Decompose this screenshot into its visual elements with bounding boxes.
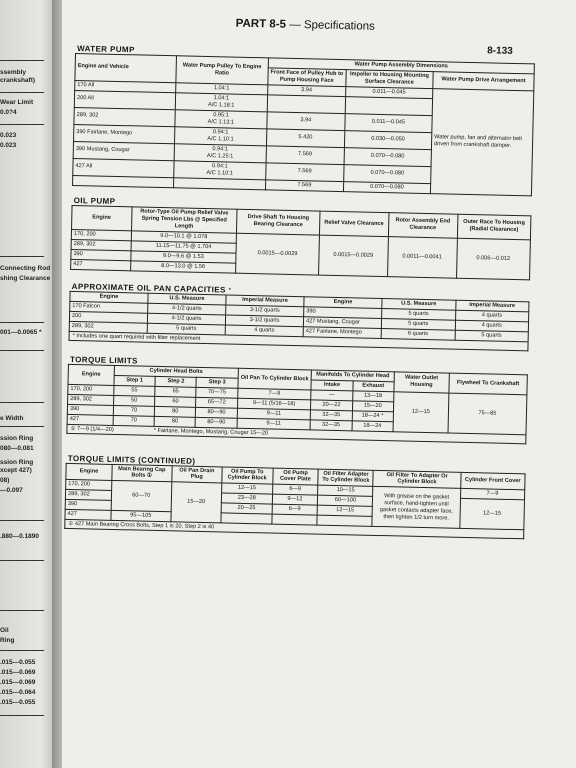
torque-continued-footnote: ① 427 Main Bearing Cross Bolts, Step 1 is 20, Step 2 is 40 [64,520,524,539]
col-step-1: Step 1 [114,375,156,386]
left-page-rule [0,124,44,125]
filter-adapter-cell: 12—15 [317,506,372,517]
water-pump-title: WATER PUMP [77,44,135,55]
intake-cell: 32—35 [310,419,352,430]
ratio-value: 1.04:1 [213,95,230,102]
engine-cell: 427 [71,259,131,270]
oil-filter-cell: With grease on the gasket surface, hand-tighten until gasket contacts adapter face, then tighten 1/2 turn more. [372,487,460,529]
col-oil-pump-block: Oil Pump To Cylinder Block [222,466,273,484]
oil-pump-block-cell: 23—28 [221,493,272,504]
step-2-cell: 80 [154,406,196,417]
ratio-ac-value: A/C 1.25:1 [206,152,234,160]
engine-cell-2: 427 Fairlane, Montego [303,326,381,338]
col-intake: Intake [311,380,353,391]
left-page-text: 0.023 [0,132,17,139]
left-page-text: .015—0.069 [0,669,36,676]
drive-arrangement-cell: Water pump, fan and alternator belt driven from crankshaft damper. [430,89,533,196]
col-filter-adapter: Oil Filter Adapter To Cylinder Block [318,469,373,487]
engine-cell: 289, 302 [74,107,175,126]
oil-pump-section [70,196,532,280]
exhaust-cell: 15—20 [352,400,394,411]
left-page-edge [0,0,58,768]
left-page-text: e Width [0,415,24,422]
step-3-cell: 70—75 [196,387,238,398]
impeller-cell: 0.011—0.045 [345,87,432,99]
col-oil-filter: Oil Filter To Adapter Or Cylinder Block [373,470,461,489]
imperial-measure-cell: 3-1/2 quarts [226,305,304,317]
ratio-value: 0.94:1 [212,162,228,170]
manual-page [62,0,576,768]
ratio-value [176,183,263,185]
col-drain-plug: Oil Pan Drain Plug [171,465,222,483]
part-title [236,18,375,33]
filter-adapter-cell: 60—100 [318,496,373,507]
torque-continued-section [64,453,526,539]
outer-race-cell: 0.006—0.012 [456,238,530,280]
col-cylinder-head: Cylinder Head Bolts [114,365,238,378]
left-page-rule [0,92,44,93]
exhaust-cell: 13—18 [352,390,394,401]
engine-cell: 200 All [74,90,175,109]
left-page-text: ssembly [0,69,27,76]
intake-cell: 32—35 [310,409,352,420]
col-exhaust: Exhaust [352,380,394,391]
col-pulley-ratio: Water Pump Pulley To Engine Ratio [176,56,268,85]
oil-pump-table [70,205,531,280]
filter-adapter-cell [317,516,372,527]
left-page-rule [0,715,44,716]
left-page-text: Connecting Rod [0,265,51,272]
col-outer-race: Outer Race To Housing (Radial Clearance) [457,214,531,240]
engine-cell: 170 Falcon [70,301,148,313]
oil-pan-cell: 9—11 [237,408,311,420]
col-relief-valve: Relief Valve Clearance [319,211,388,237]
torque-footnote-right: * Fairlane, Montego, Mustang, Cougar 15—20 [153,427,269,436]
col-assembly-dimensions: Water Pump Assembly Dimensions [268,58,534,74]
us-measure-cell: 5 quarts [147,323,225,335]
col-us-measure: U.S. Measure [148,293,226,305]
front-cover-cell: 7—9 [460,489,525,500]
engine-cell-2: 427 Mustang, Cougar [303,316,381,328]
oil-pan-section [68,282,529,351]
front-face-cell: 3.94 [267,112,345,131]
impeller-cell: 0.070—0.080 [343,164,431,183]
oil-pump-title: OIL PUMP [73,195,116,206]
engine-cell: 390 Mustang, Cougar [73,141,174,160]
cover-plate-cell: 6—9 [272,485,318,496]
left-page-text: .880—0.1890 [0,533,40,540]
imperial-measure-cell: 3-1/2 quarts [225,315,303,327]
col-engine: Engine [72,205,132,230]
spring-tension-cell: 11.15—11.75 @ 1.704 [131,241,237,253]
engine-cell: 170, 200 [68,384,114,395]
engine-cell: 427 All [73,158,174,177]
section-title: Specifications [303,19,375,33]
col-us-measure-2: U.S. Measure [382,298,456,310]
page-content [64,10,536,540]
oil-pump-block-cell: 20—25 [221,503,272,514]
water-pump-section [72,44,535,196]
engine-cell: 170, 200 [66,480,112,491]
ratio-ac-value: A/C 1.18:1 [207,101,235,109]
ratio-cell [174,144,266,163]
front-face-cell: 7.569 [265,163,343,182]
step-2-cell: 60 [155,396,197,407]
ratio-cell [174,161,266,180]
oil-pan-title-text: APPROXIMATE OIL PAN CAPACITIES [71,281,226,295]
step-1-cell: 55 [114,385,156,396]
col-rotor-end: Rotor Assembly End Clearance [388,212,457,238]
col-imperial-measure: Imperial Measure [226,295,304,307]
ratio-value: 0.94:1 [212,145,229,153]
engine-cell: 390 Fairlane, Montego [74,124,175,143]
ratio-cell [174,127,266,146]
col-oil-pan: Oil Pan To Cylinder Block [238,368,312,390]
left-page-text: 001—0.0065 * [0,329,42,336]
oil-pan-title-mark: * [228,287,232,295]
engine-cell [73,175,174,187]
col-impeller: Impeller to Housing Mounting Surface Clearance [346,70,434,89]
col-manifolds: Manifolds To Cylinder Head [311,370,394,382]
drain-plug-cell: 15—20 [170,482,221,523]
left-page-rule [0,60,44,61]
engine-cell: 289, 302 [69,321,147,333]
engine-cell: 289, 302 [71,239,131,250]
engine-cell: 427 [67,414,113,425]
front-face-cell: 7.569 [265,180,343,192]
filter-adapter-cell: 10—15 [318,486,373,497]
left-page-text: Ring [0,637,15,644]
ratio-ac-value: A/C 1.10:1 [206,169,233,177]
front-face-cell: 3.94 [267,85,345,97]
relief-valve-cell: 0.0015—0.0029 [318,235,388,276]
oil-pan-cell: 9—11 [237,418,311,430]
col-water-outlet: Water Outlet Housing [394,371,450,392]
left-page-rule [0,610,44,611]
us-measure-cell: 4-1/2 quarts [148,303,226,315]
left-page-text: 080—0.081 [0,445,34,452]
col-spring-tension: Rotor-Type Oil Pump Relief Valve Spring Tension Lbs @ Specified Length [131,207,237,233]
torque-title: TORQUE LIMITS [69,354,138,366]
col-step-2: Step 2 [155,376,197,387]
engine-cell-2: 390 [304,306,382,318]
spring-tension-cell: 9.0—9.6 @ 1.53 [130,250,236,262]
col-front-face: Front Face of Pulley Hub to Pump Housing Face [268,68,346,87]
torque-continued-title: TORQUE LIMITS (CONTINUED) [67,453,196,466]
ratio-cell [175,110,267,129]
col-engine: Engine [68,364,114,385]
ratio-value: 0.95:1 [213,112,229,119]
step-1-cell: 70 [113,405,155,416]
us-measure-cell: 4-1/2 quarts [147,313,225,325]
left-page-text: .015—0.069 [0,679,36,686]
torque-section [66,355,528,444]
impeller-cell: 0.070—0.080 [343,181,430,193]
col-engine: Engine [70,291,148,303]
imperial-measure-cell: 4 quarts [225,325,303,337]
drive-shaft-cell: 0.0015—0.0029 [236,233,319,275]
step-1-cell: 70 [113,415,155,426]
engine-cell: 289, 302 [68,394,114,405]
col-front-cover: Cylinder Front Cover [460,472,525,490]
step-1-cell: 50 [113,395,155,406]
impeller-cell: 0.011—0.045 [345,114,433,133]
left-page-text: 0.0?4 [0,109,17,116]
left-page-text: .015—0.055 [0,699,36,706]
col-cover-plate: Oil Pump Cover Plate [272,468,318,486]
col-imperial-measure-2: Imperial Measure [455,300,529,312]
oil-pump-block-cell [221,513,272,524]
step-3-cell: 65—72 [196,397,238,408]
engine-cell: 170, 200 [71,229,131,240]
engine-cell: 390 [67,404,113,415]
impeller-cell [345,97,433,116]
step-3-cell: 80—90 [196,417,238,428]
front-cover-cell: 12—15 [460,499,525,530]
left-page-text: —0.097 [0,487,23,494]
ratio-cell [175,93,267,112]
left-page-text: xcept 427) [0,467,32,474]
ratio-value: 1.04:1 [213,85,230,92]
main-bearing-cell: 60—70 [111,481,171,512]
col-engine-vehicle: Engine and Vehicle [75,54,177,83]
left-page-rule [0,520,44,521]
part-label: PART 8-5 [235,17,287,31]
col-flywheel: Flywheel To Crankshaft [449,373,528,395]
page-number: 8-133 [487,45,513,57]
imperial-measure-cell-2: 4 quarts [455,320,529,332]
torque-continued-table [64,462,525,530]
left-page-text: .015—0.064 [0,689,36,696]
left-page-rule [0,350,44,351]
engine-cell: 390 [71,249,131,260]
oil-pan-footnote: * Includes one quart required with filter replacement [68,332,528,351]
left-page-rule [0,402,44,403]
cover-plate-cell: 6—9 [272,505,318,516]
col-drive-shaft: Drive Shaft To Housing Bearing Clearance [237,209,320,235]
ratio-value: 0.94:1 [212,129,229,136]
engine-cell: 289, 302 [65,490,111,501]
cover-plate-cell: 9—12 [272,495,318,506]
torque-footnote-left: ① 7—9 (1/4—20) [70,425,114,433]
exhaust-cell: 18—24 [352,420,394,431]
intake-cell: 20—22 [311,399,353,410]
cover-plate-cell [271,514,317,525]
us-measure-cell-2: 6 quarts [381,328,455,340]
left-page-text: Oil [0,627,9,634]
left-page-rule [0,322,44,323]
oil-pan-cell: 7—9 [238,388,312,400]
ratio-ac-value: A/C 1.10:1 [207,135,234,143]
left-page-text: .015—0.055 [0,659,36,666]
left-page-text: ssion Ring [0,435,34,442]
col-engine-2: Engine [304,296,382,308]
us-measure-cell-2: 5 quarts [382,308,456,320]
left-page-text: shing Clearance [0,275,51,282]
left-page-text: 08) [0,477,10,484]
left-page-rule [0,256,44,257]
oil-pump-block-cell: 12—15 [222,483,273,494]
step-2-cell: 65 [155,386,197,397]
engine-cell: 170 All [75,80,176,92]
front-face-cell: 5.420 [266,129,344,148]
col-main-bearing: Main Bearing Cap Bolts ① [112,464,172,482]
col-engine: Engine [66,463,112,481]
imperial-measure-cell-2: 4 quarts [455,310,529,322]
left-page-text: 0.023 [0,142,17,149]
spring-tension-cell: 9.0—10.1 @ 1.078 [131,231,237,243]
left-page-rule [0,560,44,561]
spring-tension-cell: 8.0—13.0 @ 1.56 [130,260,236,272]
front-face-cell [267,95,345,114]
flywheel-cell: 75—85 [448,393,527,435]
us-measure-cell-2: 5 quarts [381,318,455,330]
left-page-rule [0,426,44,427]
step-2-cell: 80 [154,416,196,427]
torque-table [67,364,528,435]
intake-cell: — [311,389,353,400]
engine-cell: 200 [69,311,147,323]
step-3-cell: 80—90 [196,407,238,418]
impeller-cell: 0.070—0.080 [344,147,432,166]
oil-pan-cell: 9—11 (5/16—18) [237,398,311,410]
front-face-cell: 7.569 [266,146,344,165]
water-outlet-cell: 12—15 [393,391,449,432]
imperial-measure-cell-2: 5 quarts [455,330,529,342]
left-page-rule [0,650,44,651]
left-page-text: Wear Limit [0,99,34,106]
main-bearing-cell: 95—105 [111,511,171,522]
impeller-cell: 0.030—0.050 [344,131,432,150]
engine-cell: 427 [65,510,111,521]
title-dash: — [285,18,305,32]
engine-cell: 390 [65,500,111,511]
left-page-text: crankshaft) [0,77,36,84]
water-pump-table [72,53,535,196]
ratio-ac-value: A/C 1.13:1 [207,118,235,126]
ratio-cell [173,178,265,190]
rotor-end-cell: 0.0011—0.0041 [387,236,457,277]
left-page-text: ssion Ring [0,459,34,466]
col-drive: Water Pump Drive Arrangement [433,72,534,91]
exhaust-cell: 18—24 * [352,410,394,421]
col-step-3: Step 3 [196,377,238,388]
ratio-ac-value [176,183,263,185]
